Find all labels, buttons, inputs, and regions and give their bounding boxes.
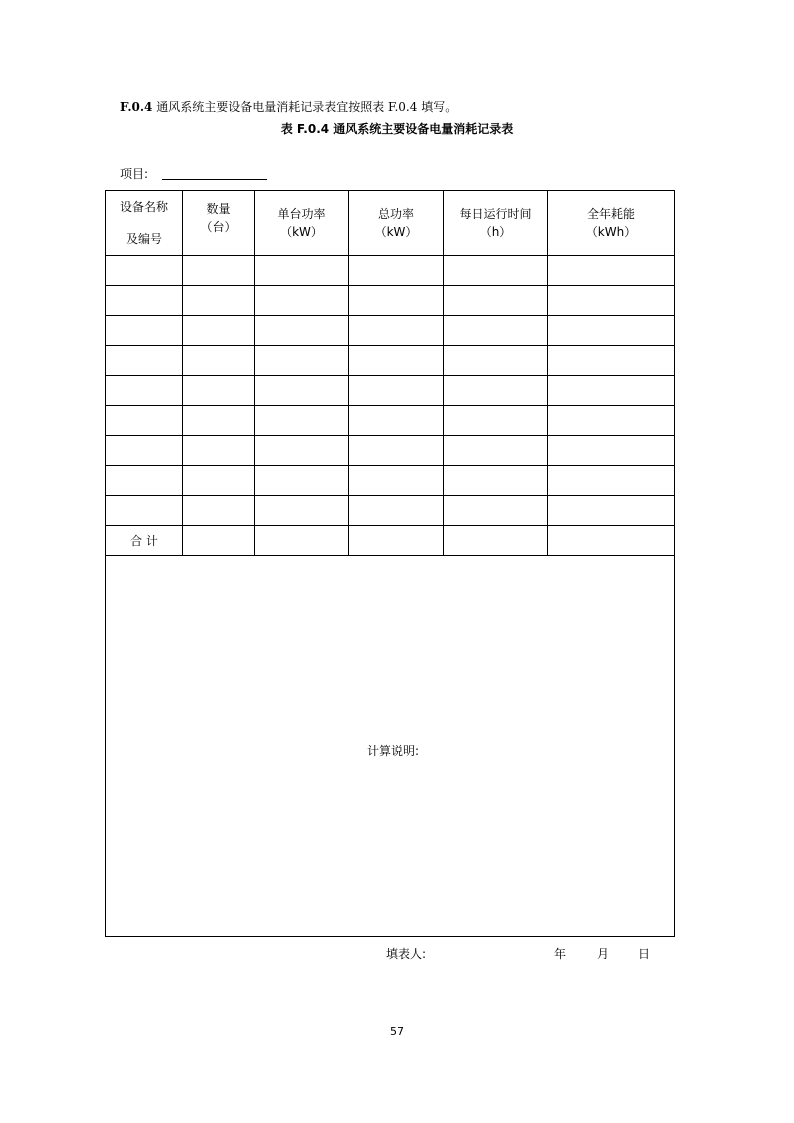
header-unit-power: 单台功率 （kW） [255, 191, 349, 256]
header-row [106, 191, 675, 256]
record-table [105, 190, 675, 937]
notes-row [106, 556, 675, 937]
cell[interactable] [349, 436, 444, 466]
intro-line [120, 98, 457, 115]
cell[interactable] [183, 256, 255, 286]
cell[interactable] [548, 316, 675, 346]
header-daily-runtime: 每日运行时间 （h） [444, 191, 548, 256]
header-annual-energy: 全年耗能 （kWh） [548, 191, 675, 256]
cell[interactable] [183, 286, 255, 316]
cell[interactable] [255, 316, 349, 346]
header-quantity: 数量 （台） [183, 191, 255, 256]
day-label: 日 [638, 947, 651, 961]
cell[interactable] [548, 406, 675, 436]
cell[interactable] [255, 496, 349, 526]
cell[interactable] [106, 466, 183, 496]
cell[interactable] [255, 256, 349, 286]
cell[interactable] [444, 436, 548, 466]
cell[interactable] [548, 286, 675, 316]
project-blank-line [162, 179, 267, 180]
cell[interactable] [255, 376, 349, 406]
table-row [106, 436, 675, 466]
cell[interactable] [349, 466, 444, 496]
cell[interactable] [444, 496, 548, 526]
cell[interactable] [183, 526, 255, 556]
cell[interactable] [255, 406, 349, 436]
cell[interactable] [255, 346, 349, 376]
total-label: 合 计 [106, 526, 183, 556]
cell[interactable] [444, 286, 548, 316]
cell[interactable] [255, 466, 349, 496]
cell[interactable] [255, 526, 349, 556]
cell[interactable] [349, 376, 444, 406]
cell[interactable] [106, 406, 183, 436]
cell[interactable] [106, 346, 183, 376]
table-row [106, 466, 675, 496]
cell[interactable] [255, 436, 349, 466]
table-row [106, 256, 675, 286]
cell[interactable] [183, 496, 255, 526]
cell[interactable] [548, 496, 675, 526]
section-code: F.0.4 [120, 100, 153, 114]
table-row [106, 406, 675, 436]
intro-text: 通风系统主要设备电量消耗记录表宜按照表 F.0.4 填写。 [156, 100, 458, 114]
cell[interactable] [548, 436, 675, 466]
header-device-name: 设备名称 及编号 [106, 191, 183, 256]
table-row [106, 346, 675, 376]
cell[interactable] [106, 286, 183, 316]
cell[interactable] [106, 436, 183, 466]
cell[interactable] [106, 496, 183, 526]
table-row [106, 316, 675, 346]
cell[interactable] [349, 526, 444, 556]
cell[interactable] [106, 316, 183, 346]
cell[interactable] [444, 256, 548, 286]
filler-label: 填表人: [386, 947, 427, 961]
project-label: 项目: [120, 167, 149, 181]
cell[interactable] [183, 406, 255, 436]
cell[interactable] [444, 316, 548, 346]
year-label: 年 [554, 947, 567, 961]
total-row [106, 526, 675, 556]
notes-label: 计算说明: [366, 744, 420, 758]
cell[interactable] [548, 526, 675, 556]
cell[interactable] [548, 346, 675, 376]
cell[interactable] [444, 526, 548, 556]
cell[interactable] [106, 376, 183, 406]
cell[interactable] [183, 346, 255, 376]
cell[interactable] [349, 316, 444, 346]
header-total-power: 总功率 （kW） [349, 191, 444, 256]
table-row [106, 496, 675, 526]
cell[interactable] [183, 376, 255, 406]
cell[interactable] [548, 256, 675, 286]
page-number: 57 [390, 1025, 404, 1038]
table-row [106, 376, 675, 406]
cell[interactable] [444, 466, 548, 496]
cell[interactable] [349, 406, 444, 436]
cell[interactable] [444, 406, 548, 436]
cell[interactable] [349, 256, 444, 286]
notes-area[interactable] [106, 556, 675, 937]
month-label: 月 [597, 947, 610, 961]
cell[interactable] [349, 346, 444, 376]
cell[interactable] [349, 496, 444, 526]
cell[interactable] [183, 436, 255, 466]
cell[interactable] [349, 286, 444, 316]
cell[interactable] [106, 256, 183, 286]
cell[interactable] [183, 316, 255, 346]
cell[interactable] [444, 346, 548, 376]
cell[interactable] [548, 376, 675, 406]
cell[interactable] [548, 466, 675, 496]
cell[interactable] [183, 466, 255, 496]
table-row [106, 286, 675, 316]
cell[interactable] [444, 376, 548, 406]
cell[interactable] [255, 286, 349, 316]
table-title: 表 F.0.4 通风系统主要设备电量消耗记录表 [280, 122, 514, 136]
